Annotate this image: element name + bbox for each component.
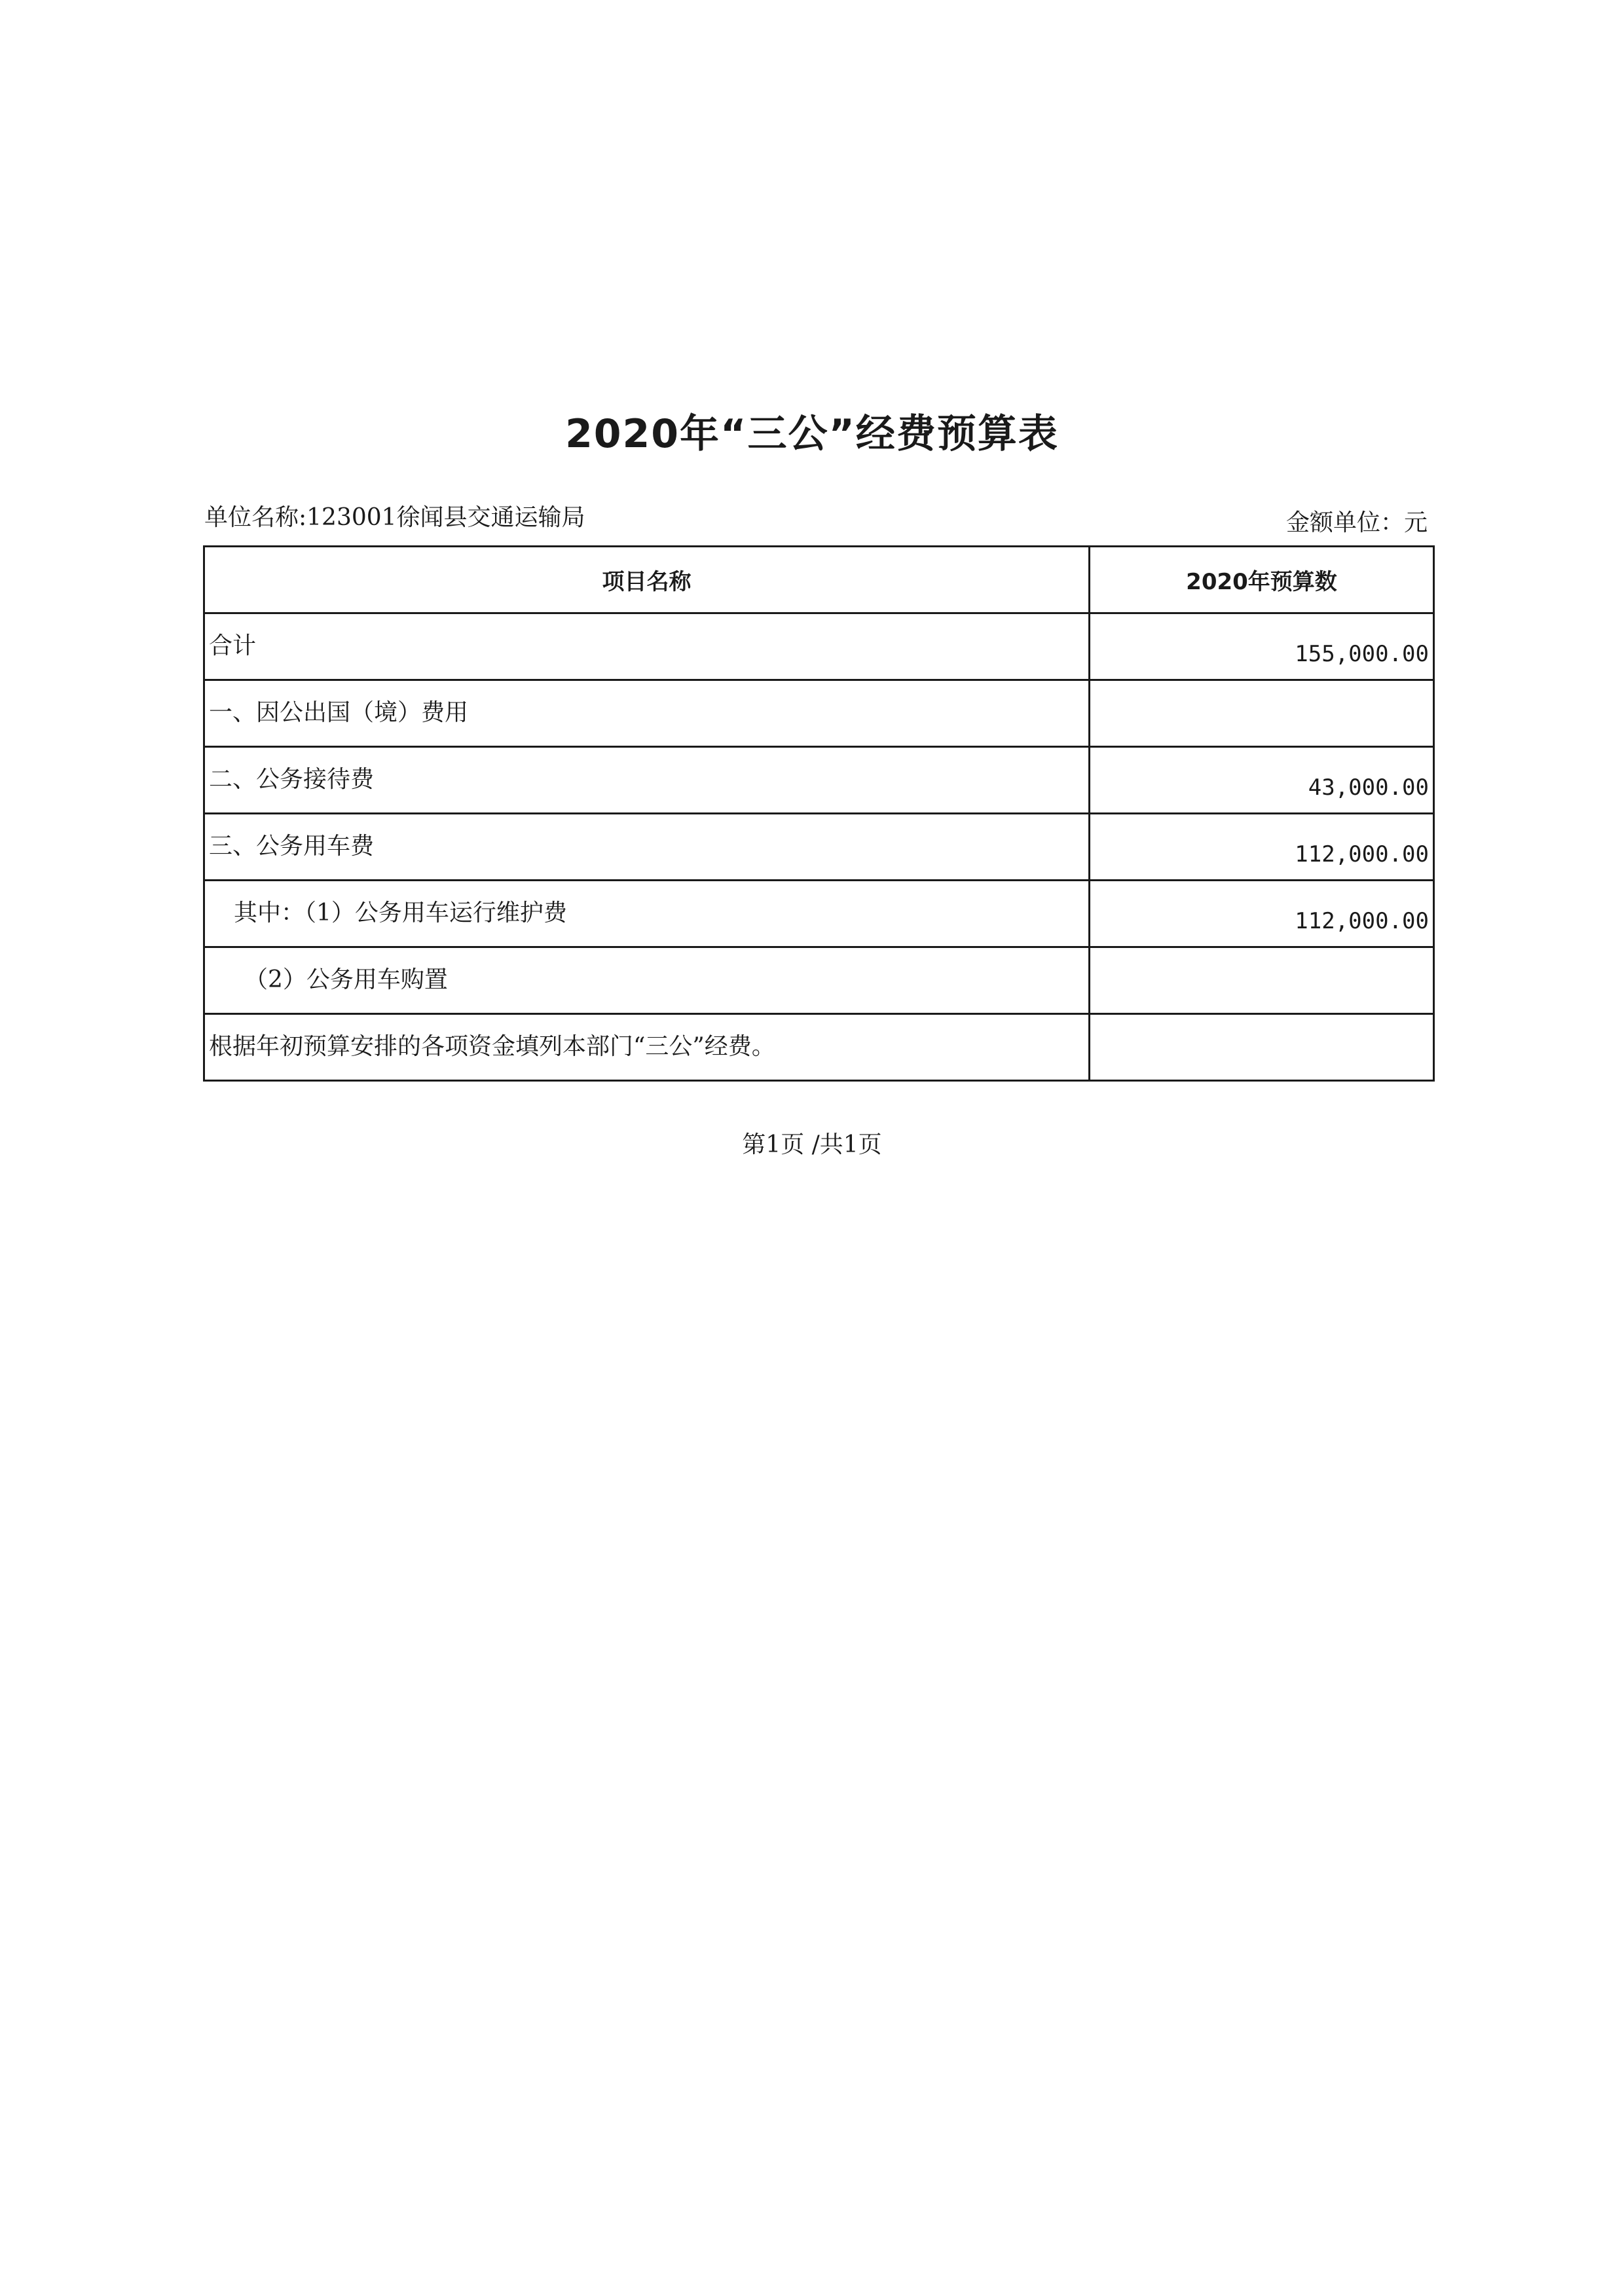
row-amount [1090,680,1434,747]
page-number: 第1页 /共1页 [742,1131,882,1158]
row-name-note: 根据年初预算安排的各项资金填列本部门“三公”经费。 [204,1014,1090,1081]
unit-name-label: 单位名称:123001徐闻县交通运输局 [204,504,585,531]
row-name: 一、因公出国（境）费用 [204,680,1090,747]
row-amount: 112,000.00 [1090,881,1434,947]
row-name: 三、公务用车费 [204,814,1090,881]
table-row [204,613,1434,680]
row-amount: 43,000.00 [1090,747,1434,814]
table-row [204,747,1434,814]
row-name: 二、公务接待费 [204,747,1090,814]
table-row [204,680,1434,747]
page-title: 2020年“三公”经费预算表 [565,411,1059,457]
row-amount: 112,000.00 [1090,814,1434,881]
table-row [204,1014,1434,1081]
table-row [204,814,1434,881]
budget-table [203,545,1435,1082]
table-row [204,881,1434,947]
column-header-item-name: 项目名称 [204,547,1090,613]
amount-unit-label: 金额单位：元 [1285,509,1428,536]
row-amount [1090,947,1434,1014]
table-header-row [204,547,1434,613]
row-amount [1090,1014,1434,1081]
table-row [204,947,1434,1014]
row-name: （2）公务用车购置 [204,947,1090,1014]
row-amount: 155,000.00 [1090,613,1434,680]
column-header-budget-amount: 2020年预算数 [1090,547,1434,613]
row-name: 其中：（1）公务用车运行维护费 [204,881,1090,947]
row-name: 合计 [204,613,1090,680]
